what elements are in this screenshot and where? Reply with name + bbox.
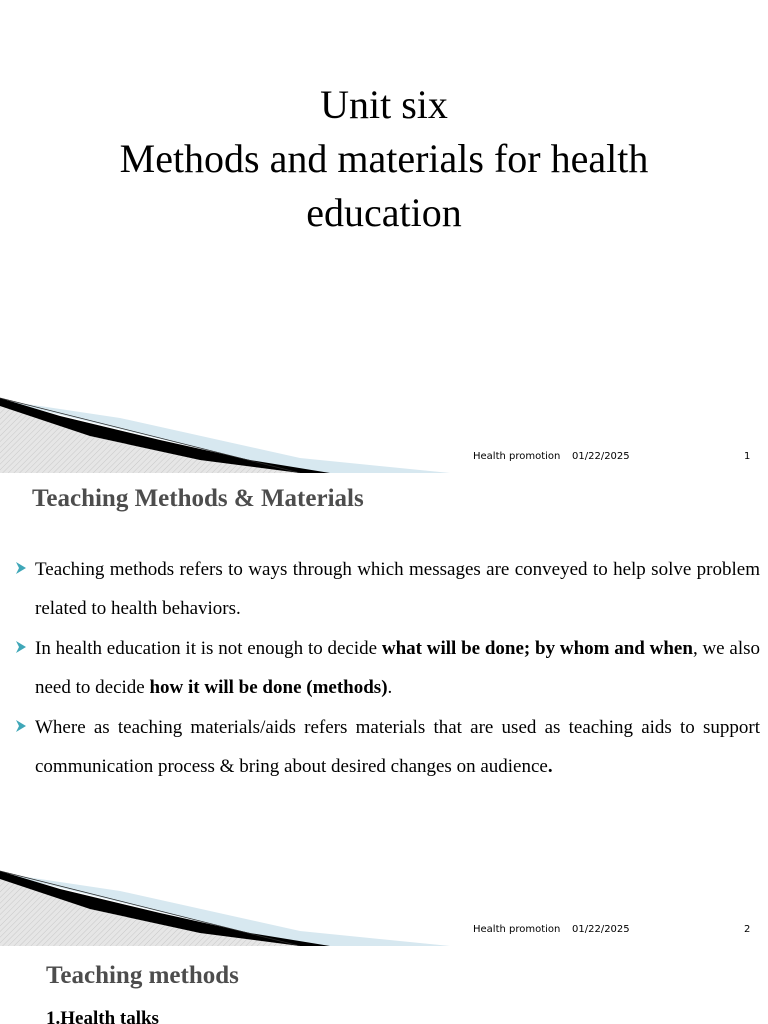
bullet-text: In health education it is not enough to decide <box>35 638 382 659</box>
bullet-text: , we also need to decide <box>35 638 760 698</box>
title-line-2: Methods and materials for health <box>119 136 649 181</box>
footer-label: Health promotion <box>473 924 561 935</box>
bullet-item <box>0 551 768 628</box>
title-line-1: Unit six <box>320 82 448 127</box>
slide-3-heading: Teaching methods <box>46 962 239 989</box>
slide-3 <box>0 946 768 1024</box>
footer-label: Health promotion <box>473 451 561 462</box>
bullet-list <box>0 551 768 788</box>
arrow-bullet-icon <box>16 562 26 574</box>
footer-page-number: 2 <box>744 924 751 935</box>
bullet-item <box>0 709 768 786</box>
bullet-bold-text: how it will be done (methods) <box>149 676 388 698</box>
title-line-3: education <box>306 190 462 235</box>
bullet-item <box>0 630 768 707</box>
bullet-text: Teaching methods refers to ways through which messages are conveyed to help solve problem related to health behaviors. <box>35 559 760 619</box>
bullet-text: Where as teaching materials/aids refers materials that are used as teaching aids to support communication process & bring about desired changes on audience <box>35 717 760 777</box>
arrow-bullet-icon <box>16 720 26 732</box>
footer-date: 01/22/2025 <box>572 924 630 935</box>
footer-decoration <box>0 869 768 946</box>
bullet-text: . <box>387 676 393 698</box>
footer-date: 01/22/2025 <box>572 451 630 462</box>
slide-2-heading: Teaching Methods & Materials <box>32 485 364 512</box>
slide-2 <box>0 473 768 946</box>
bullet-bold-text: . <box>547 755 553 777</box>
slide-1 <box>0 0 768 473</box>
slide-1-title <box>0 78 768 240</box>
footer-page-number: 1 <box>744 451 751 462</box>
footer-decoration <box>0 396 768 473</box>
slide-3-subheading: 1.Health talks <box>46 1008 159 1024</box>
arrow-bullet-icon <box>16 641 26 653</box>
bullet-bold-text: what will be done; by whom and when <box>381 638 693 659</box>
